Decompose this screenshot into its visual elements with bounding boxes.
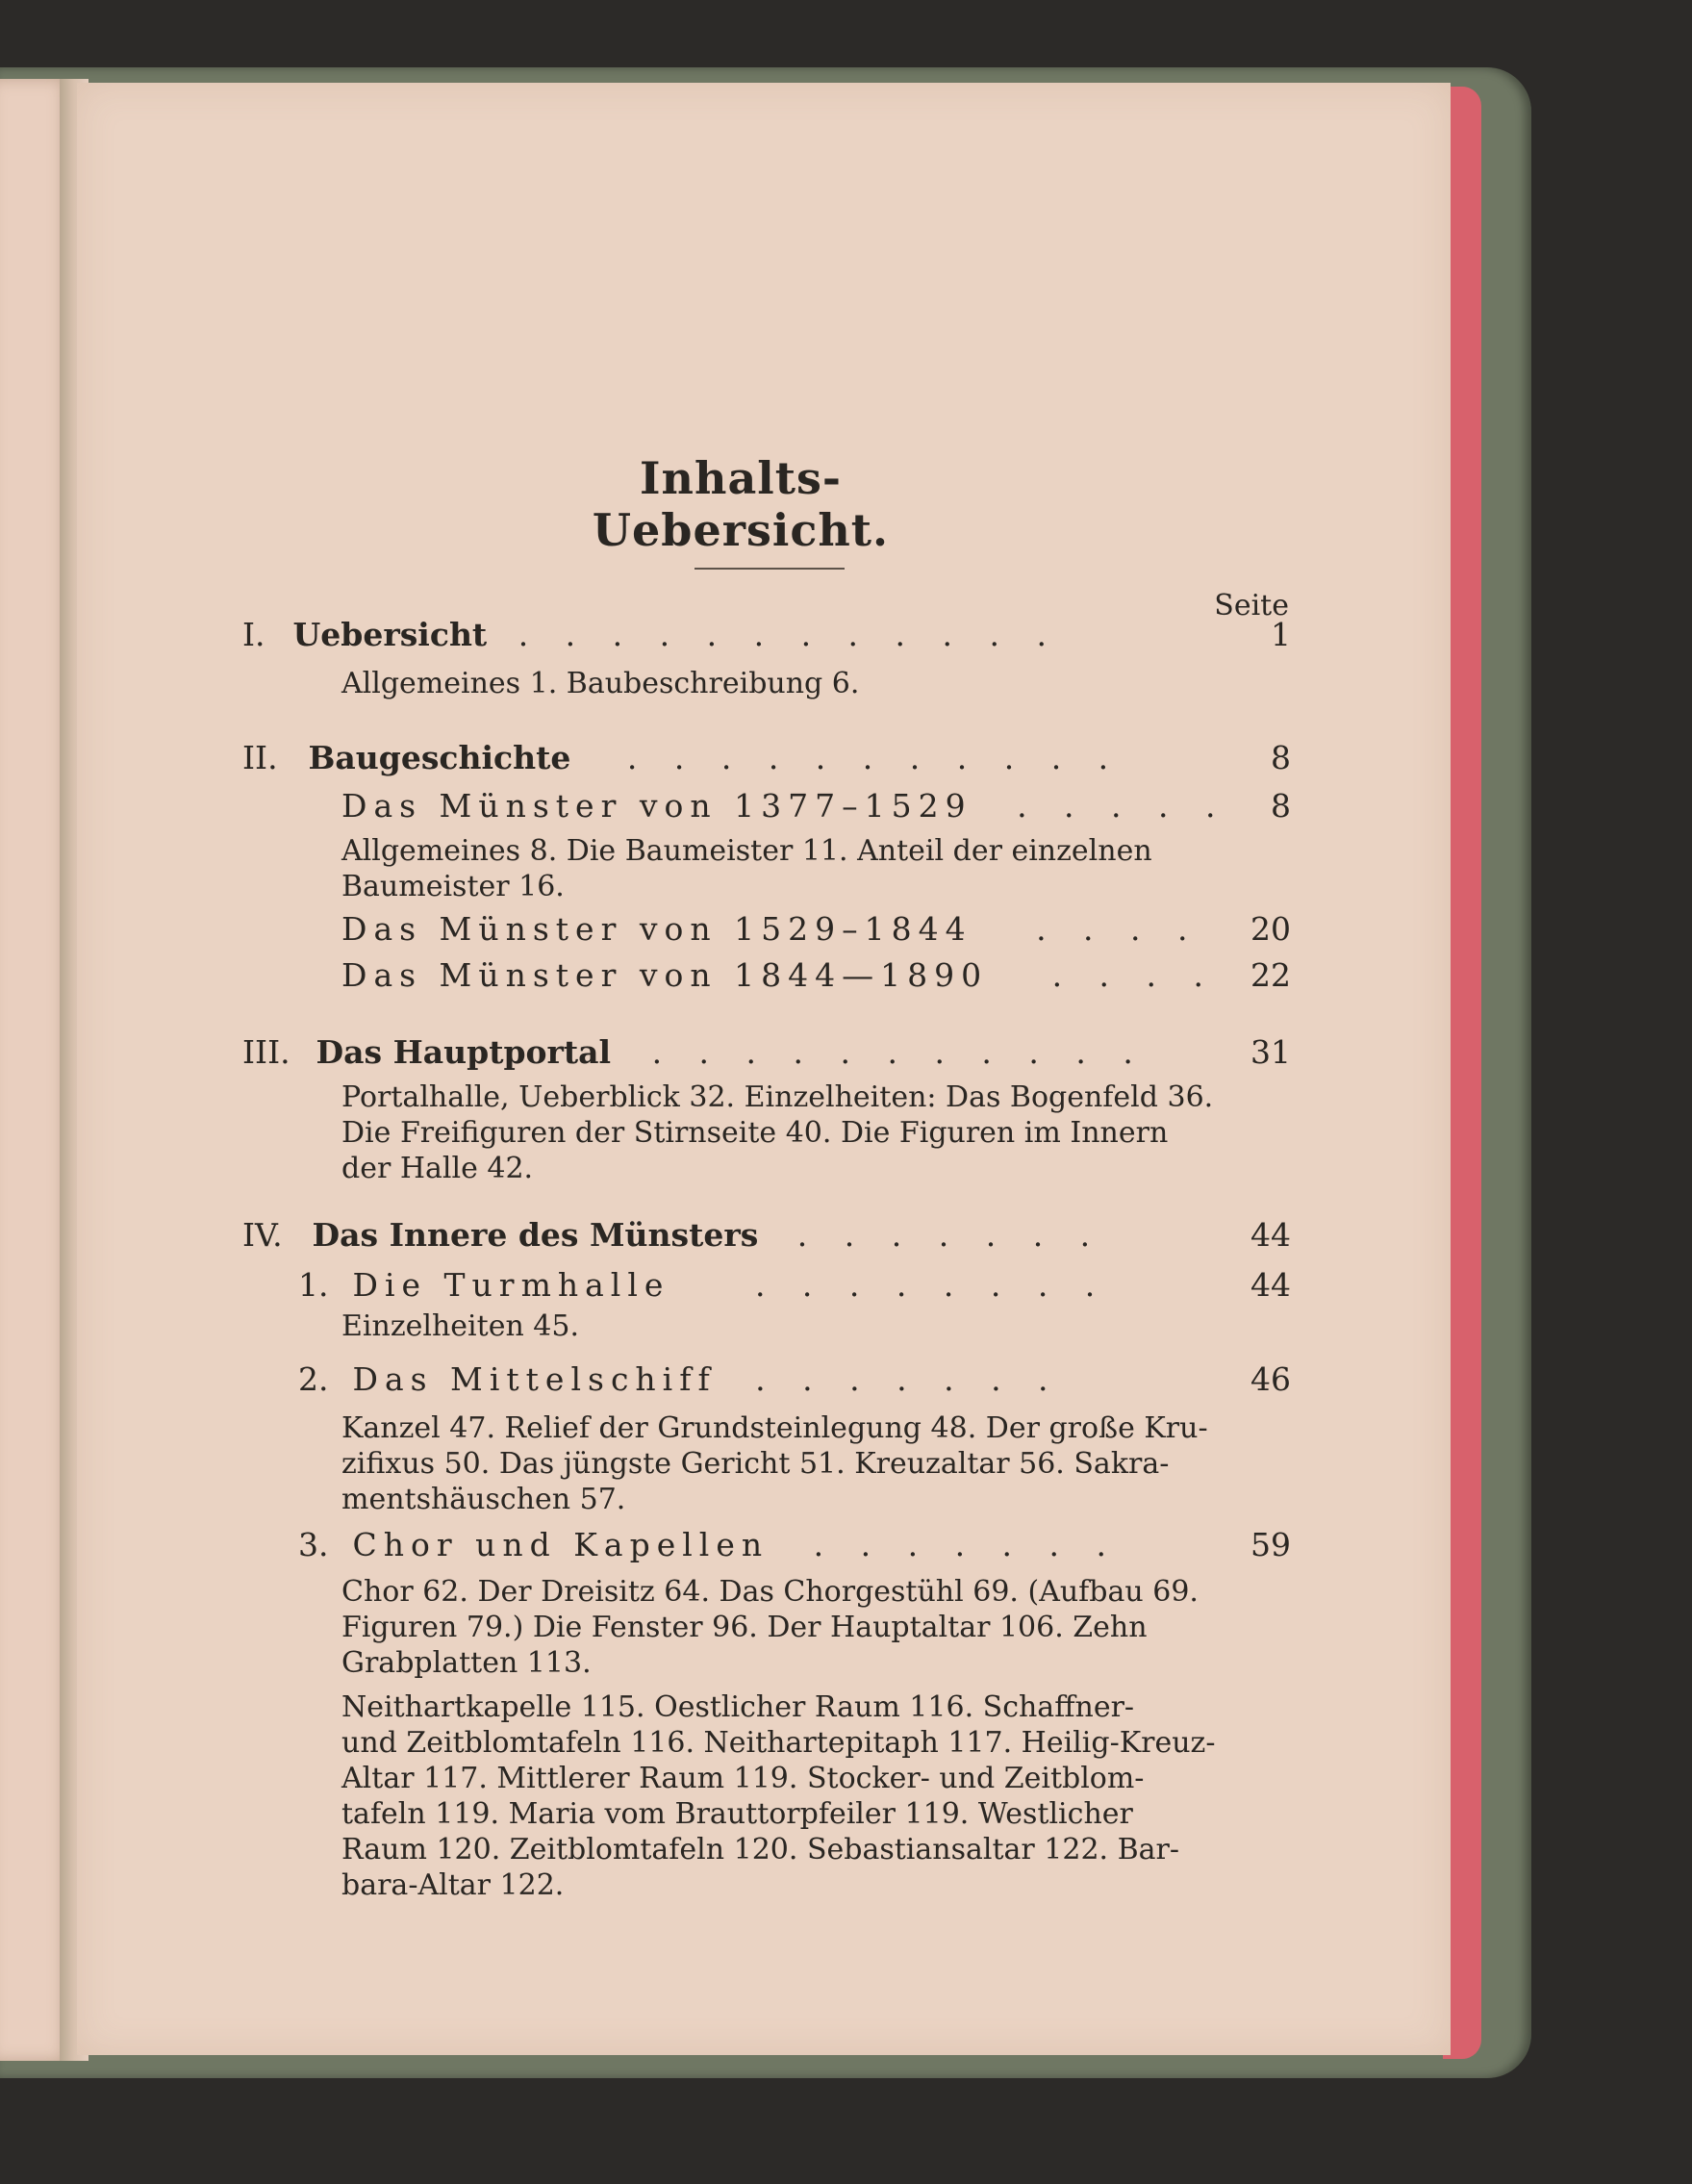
subsection-entry — [341, 956, 1217, 994]
subsection-page-number: 44 — [1250, 1266, 1291, 1304]
section-text — [341, 1079, 1213, 1186]
subsection-text — [341, 833, 1152, 904]
page-title: Inhalts-Uebersicht. — [592, 452, 890, 556]
text-line: Neithartkapelle 115. Oestlicher Raum 116. Schaffner- — [341, 1690, 1135, 1724]
text-line: Figuren 79.) Die Fenster 96. Der Hauptaltar 106. Zehn — [341, 1611, 1148, 1644]
subsection-entry — [341, 910, 1201, 948]
leader-dots: . . . . . . . . . . . . — [518, 616, 1060, 653]
text-line: Die Freifiguren der Stirnseite 40. Die Figuren im Innern — [341, 1116, 1169, 1150]
subsection-number: 3. — [298, 1526, 329, 1563]
leader-dots: . . . . . . . — [755, 1360, 1062, 1398]
text-line: Einzelheiten 45. — [341, 1309, 580, 1343]
subsection-page-number: 46 — [1250, 1360, 1291, 1398]
subsection-page-number: 20 — [1250, 910, 1291, 948]
subsection-title: Das Münster von 1377–1529 — [341, 787, 972, 825]
subsection-title: Chor und Kapellen — [352, 1526, 770, 1563]
subsection-entry — [341, 787, 1228, 825]
subsection-number: 2. — [298, 1360, 329, 1398]
subsection-title: Die Turmhalle — [352, 1266, 670, 1304]
leader-dots: . . . . — [1036, 910, 1201, 948]
subsection-text — [341, 1574, 1199, 1681]
text-line: und Zeitblomtafeln 116. Neithartepitaph 117. Heilig-Kreuz- — [341, 1726, 1216, 1760]
text-line: der Halle 42. — [341, 1152, 534, 1185]
section-page-number: 31 — [1250, 1033, 1291, 1071]
section-page-number: 1 — [1271, 616, 1291, 653]
leader-dots: . . . . . . . . . . . — [626, 739, 1123, 776]
subsection-text — [341, 1308, 579, 1344]
section-title: Uebersicht — [292, 616, 488, 653]
section-text: Allgemeines 1. Baubeschreibung 6. — [341, 667, 860, 700]
section-number: IV. — [242, 1216, 283, 1254]
text-line: Kanzel 47. Relief der Grundsteinlegung 48. Der große Kru- — [341, 1411, 1208, 1445]
subsection-entry — [298, 1526, 1120, 1563]
subsection-entry — [298, 1360, 1062, 1398]
section-iv — [242, 1216, 1103, 1254]
subsection-page-number: 22 — [1250, 956, 1291, 994]
section-title: Baugeschichte — [308, 739, 571, 776]
subsection-page-number: 8 — [1271, 787, 1291, 825]
subsection-title: Das Mittelschiff — [352, 1360, 717, 1398]
leader-dots: . . . . . . . — [796, 1216, 1104, 1254]
leader-dots: . . . . . — [1017, 787, 1229, 825]
subsection-number: 1. — [298, 1266, 329, 1304]
text-line: Grabplatten 113. — [341, 1646, 592, 1680]
section-number: III. — [242, 1033, 290, 1071]
text-line: Baumeister 16. — [341, 870, 565, 903]
section-number: II. — [242, 739, 278, 776]
leader-dots: . . . . — [1051, 956, 1217, 994]
page-column-label: Seite — [1214, 589, 1289, 622]
section-title: Das Innere des Münsters — [312, 1216, 759, 1254]
section-number: I. — [242, 616, 265, 653]
text-line: Chor 62. Der Dreisitz 64. Das Chorgestühl 69. (Aufbau 69. — [341, 1575, 1199, 1609]
leader-dots: . . . . . . . . — [754, 1266, 1109, 1304]
text-line: Allgemeines 8. Die Baumeister 11. Anteil der einzelnen — [341, 834, 1152, 868]
section-iii — [242, 1033, 1147, 1071]
text-line: Portalhalle, Ueberblick 32. Einzelheiten: Das Bogenfeld 36. — [341, 1080, 1214, 1114]
section-i — [242, 616, 1060, 653]
subsection-title: Das Münster von 1529–1844 — [341, 910, 972, 948]
subsection-entry — [298, 1266, 1108, 1304]
section-title: Das Hauptportal — [316, 1033, 612, 1071]
subsection-text — [341, 1689, 1215, 1903]
text-line: mentshäuschen 57. — [341, 1483, 626, 1516]
subsection-title: Das Münster von 1844—1890 — [341, 956, 989, 994]
section-ii — [242, 739, 1122, 776]
subsection-page-number: 59 — [1250, 1526, 1291, 1563]
title-rule — [694, 568, 845, 570]
text-line: Raum 120. Zeitblomtafeln 120. Sebastiansaltar 122. Bar- — [341, 1833, 1180, 1867]
text-line: zifixus 50. Das jüngste Gericht 51. Kreuzaltar 56. Sakra- — [341, 1447, 1170, 1481]
section-page-number: 44 — [1250, 1216, 1291, 1254]
text-line: tafeln 119. Maria vom Brauttorpfeiler 119. Westlicher — [341, 1797, 1133, 1831]
text-line: Altar 117. Mittlerer Raum 119. Stocker- und Zeitblom- — [341, 1762, 1145, 1795]
section-page-number: 8 — [1271, 739, 1291, 776]
text-line: bara-Altar 122. — [341, 1868, 565, 1902]
leader-dots: . . . . . . . . . . . — [651, 1033, 1147, 1071]
leader-dots: . . . . . . . — [813, 1526, 1121, 1563]
subsection-text — [341, 1410, 1208, 1517]
